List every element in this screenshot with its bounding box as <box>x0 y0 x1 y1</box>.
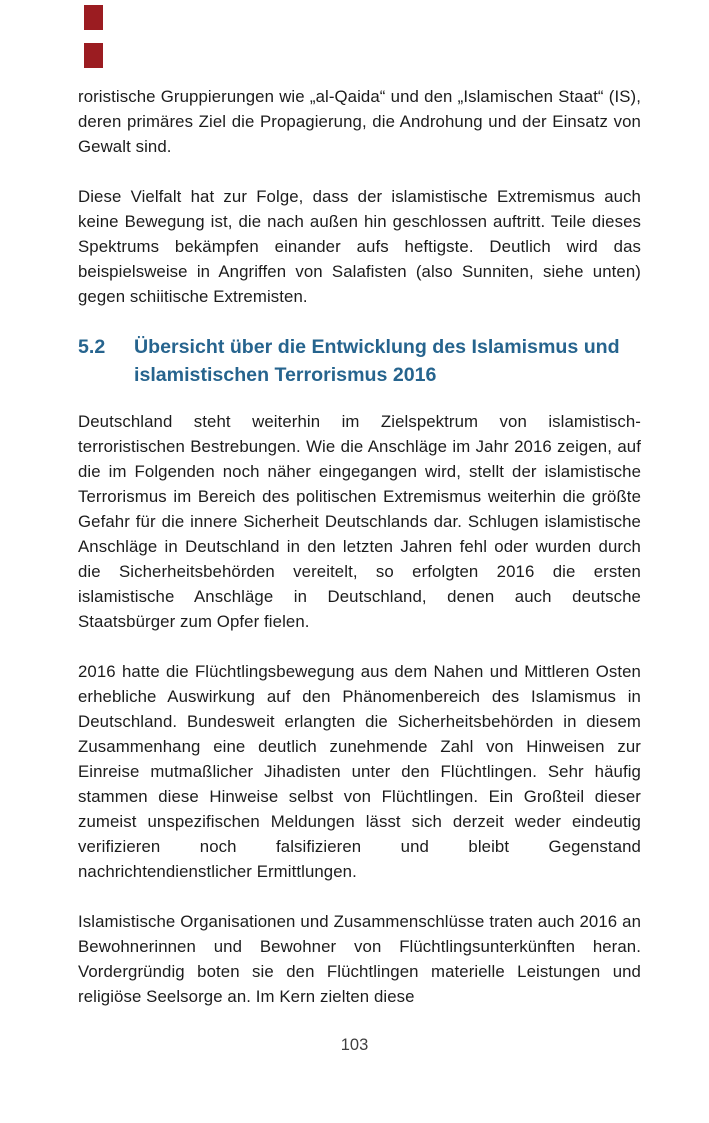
chapter-tab-marker-bottom <box>84 43 103 68</box>
page-footer <box>0 1036 709 1055</box>
paragraph: 2016 hatte die Flüchtlingsbewegung aus dem Nahen und Mittleren Osten erhebliche Auswirkung auf den Phänomenbereich des Islamismus in Deutschland. Bundesweit erlangten die Sicherheitsbehörden in diesem Zusammenhang eine deutlich zunehmende Zahl von Hinweisen zur Einreise mutmaßlicher Jihadisten unter den Flüchtlingen. Sehr häufig stammen diese Hinweise selbst von Flüchtlingen. Ein Großteil dieser zumeist unspezifischen Meldungen lässt sich derzeit weder eindeutig verifizieren noch falsifizieren und bleibt Gegenstand nachrichtendienstlicher Ermittlungen. <box>78 662 641 881</box>
paragraph: Diese Vielfalt hat zur Folge, dass der islamistische Extremismus auch keine Bewegung ist, die nach außen hin geschlossen auftritt. Teile dieses Spektrums bekämpfen einander aufs heftigste. Deutlich wird das beispielsweise in Angriffen von Salafisten (also Sunniten, siehe unten) gegen schiitische Extremisten. <box>78 187 641 306</box>
paragraph-continued: roristische Gruppierungen wie „al-Qaida“ und den „Islamischen Staat“ (IS), deren primäres Ziel die Propagierung, die Androhung und der Einsatz von Gewalt sind. <box>78 87 641 156</box>
text-column <box>78 84 641 1034</box>
paragraph: Islamistische Organisationen und Zusammenschlüsse traten auch 2016 an Bewohnerinnen und Bewohner von Flüchtlingsunterkünften heran. Vordergründig boten sie den Flüchtlingen materielle Leistungen und religiöse Seelsorge an. Im Kern zielten diese <box>78 912 641 1006</box>
chapter-tab-marker-top <box>84 5 103 30</box>
section-number: 5.2 <box>78 336 106 358</box>
paragraph: Deutschland steht weiterhin im Zielspektrum von islamistisch-terroristischen Bestrebungen. Wie die Anschläge im Jahr 2016 zeigen, auf die im Folgenden noch näher eingegangen wird, stellt der islamistische Terrorismus im Bereich des politischen Extremismus weiterhin die größte Gefahr für die innere Sicherheit Deutschlands dar. Schlugen islamistische Anschläge in Deutschland in den letzten Jahren fehl oder wurden durch die Sicherheitsbehörden vereitelt, so erfolgten 2016 die ersten islamistische Anschläge in Deutschland, denen auch deutsche Staatsbürger zum Opfer fielen. <box>78 412 641 631</box>
page-number: 103 <box>340 1036 369 1054</box>
section-heading <box>78 334 641 389</box>
section-title: Übersicht über die Entwicklung des Islamismus und islamistischen Terrorismus 2016 <box>134 336 620 386</box>
